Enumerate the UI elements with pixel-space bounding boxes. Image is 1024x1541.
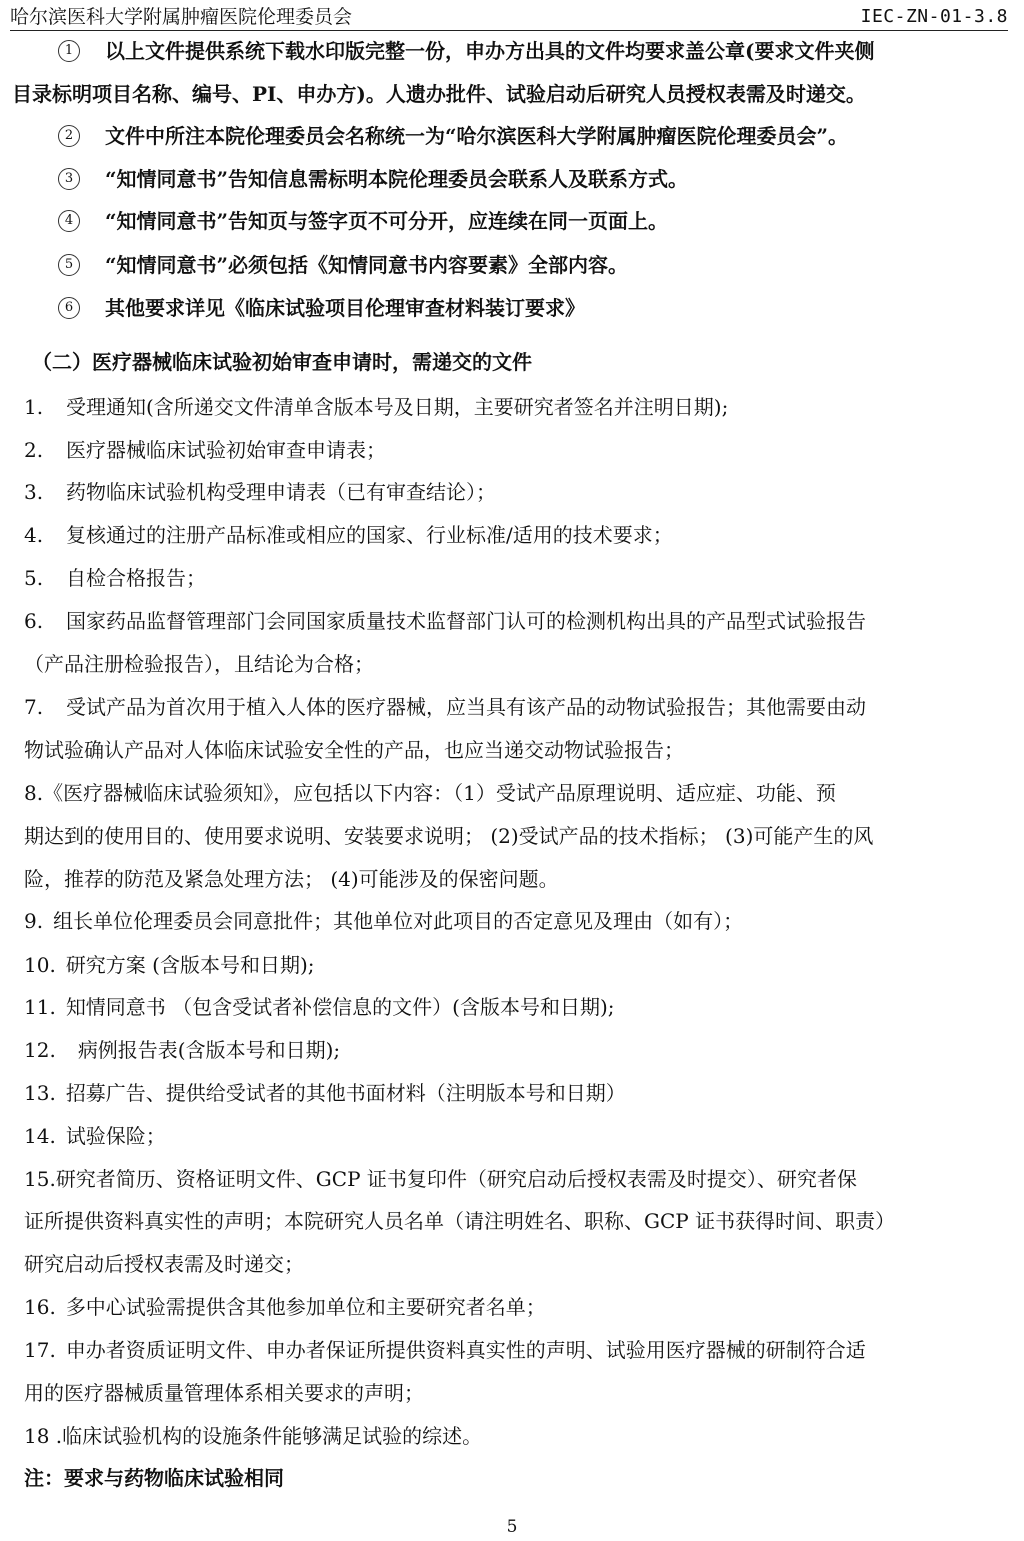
circled-number: 2 bbox=[58, 125, 80, 147]
list-item-17-continuation: 用的医疗器械质量管理体系相关要求的声明； bbox=[24, 1381, 424, 1405]
list-item-6-continuation: （产品注册检验报告），且结论为合格； bbox=[24, 652, 374, 676]
footnote: 注：要求与药物临床试验相同 bbox=[24, 1466, 284, 1490]
list-item-2: 2. 医疗器械临床试验初始审查申请表； bbox=[24, 438, 386, 462]
circled-number: 5 bbox=[58, 254, 80, 276]
list-item-16: 16. 多中心试验需提供含其他参加单位和主要研究者名单； bbox=[24, 1295, 546, 1319]
note-text: “知情同意书”告知信息需标明本院伦理委员会联系人及联系方式。 bbox=[105, 167, 689, 191]
header-title: 哈尔滨医科大学附属肿瘤医院伦理委员会 bbox=[10, 6, 353, 28]
page-header bbox=[10, 2, 1008, 31]
list-item-8-continuation: 险，推荐的防范及紧急处理方法； (4)可能涉及的保密问题。 bbox=[24, 867, 559, 891]
list-item-9: 9. 组长单位伦理委员会同意批件；其他单位对此项目的否定意见及理由（如有）； bbox=[24, 909, 744, 933]
list-item-15: 15.研究者简历、资格证明文件、GCP 证书复印件（研究启动后授权表需及时提交）、研究者保 bbox=[24, 1167, 857, 1191]
note-text: “知情同意书”告知页与签字页不可分开，应连续在同一页面上。 bbox=[105, 209, 669, 233]
list-item-15-continuation: 研究启动后授权表需及时递交； bbox=[24, 1252, 304, 1276]
page-number: 5 bbox=[506, 1517, 518, 1537]
note-1-continuation: 目录标明项目名称、编号、PI、申办方)。人遗办批件、试验启动后研究人员授权表需及时递交。 bbox=[12, 82, 866, 106]
circled-number: 6 bbox=[58, 297, 80, 319]
list-item-18: 18 .临床试验机构的设施条件能够满足试验的综述。 bbox=[24, 1424, 483, 1448]
section-title: （二）医疗器械临床试验初始审查申请时，需递交的文件 bbox=[32, 350, 532, 374]
list-item-7: 7. 受试产品为首次用于植入人体的医疗器械，应当具有该产品的动物试验报告；其他需要由动 bbox=[24, 695, 866, 719]
note-text: 文件中所注本院伦理委员会名称统一为“哈尔滨医科大学附属肿瘤医院伦理委员会”。 bbox=[105, 124, 849, 148]
list-item-8-continuation: 期达到的使用目的、使用要求说明、安装要求说明； (2)受试产品的技术指标； (3)可能产生的风 bbox=[24, 824, 874, 848]
note-text: “知情同意书”必须包括《知情同意书内容要素》全部内容。 bbox=[105, 253, 629, 277]
document-code: IEC-ZN-01-3.8 bbox=[860, 6, 1008, 27]
list-item-1: 1. 受理通知(含所递交文件清单含版本号及日期，主要研究者签名并注明日期); bbox=[24, 395, 729, 419]
list-item-13: 13. 招募广告、提供给受试者的其他书面材料（注明版本号和日期） bbox=[24, 1081, 626, 1105]
list-item-6: 6. 国家药品监督管理部门会同国家质量技术监督部门认可的检测机构出具的产品型式试验报告 bbox=[24, 609, 866, 633]
list-item-8: 8.《医疗器械临床试验须知》，应包括以下内容：（1）受试产品原理说明、适应症、功能、预 bbox=[24, 781, 836, 805]
list-item-15-continuation: 证所提供资料真实性的声明；本院研究人员名单（请注明姓名、职称、GCP 证书获得时间、职责） bbox=[24, 1209, 896, 1233]
list-item-10: 10. 研究方案 (含版本号和日期); bbox=[24, 953, 315, 977]
list-item-12: 12. 病例报告表(含版本号和日期); bbox=[24, 1038, 341, 1062]
note-text: 其他要求详见《临床试验项目伦理审查材料装订要求》 bbox=[105, 296, 585, 320]
list-item-11: 11. 知情同意书 （包含受试者补偿信息的文件）(含版本号和日期); bbox=[24, 995, 615, 1019]
circled-number: 3 bbox=[58, 168, 80, 190]
list-item-5: 5. 自检合格报告； bbox=[24, 566, 206, 590]
list-item-3: 3. 药物临床试验机构受理申请表（已有审查结论）； bbox=[24, 480, 496, 504]
list-item-7-continuation: 物试验确认产品对人体临床试验安全性的产品，也应当递交动物试验报告； bbox=[24, 738, 684, 762]
note-text: 以上文件提供系统下载水印版完整一份，申办方出具的文件均要求盖公章(要求文件夹侧 bbox=[105, 39, 875, 63]
list-item-4: 4. 复核通过的注册产品标准或相应的国家、行业标准/适用的技术要求； bbox=[24, 523, 673, 547]
circled-number: 1 bbox=[58, 40, 80, 62]
circled-number: 4 bbox=[58, 210, 80, 232]
list-item-17: 17. 申办者资质证明文件、申办者保证所提供资料真实性的声明、试验用医疗器械的研制符合适 bbox=[24, 1338, 866, 1362]
list-item-14: 14. 试验保险； bbox=[24, 1124, 166, 1148]
